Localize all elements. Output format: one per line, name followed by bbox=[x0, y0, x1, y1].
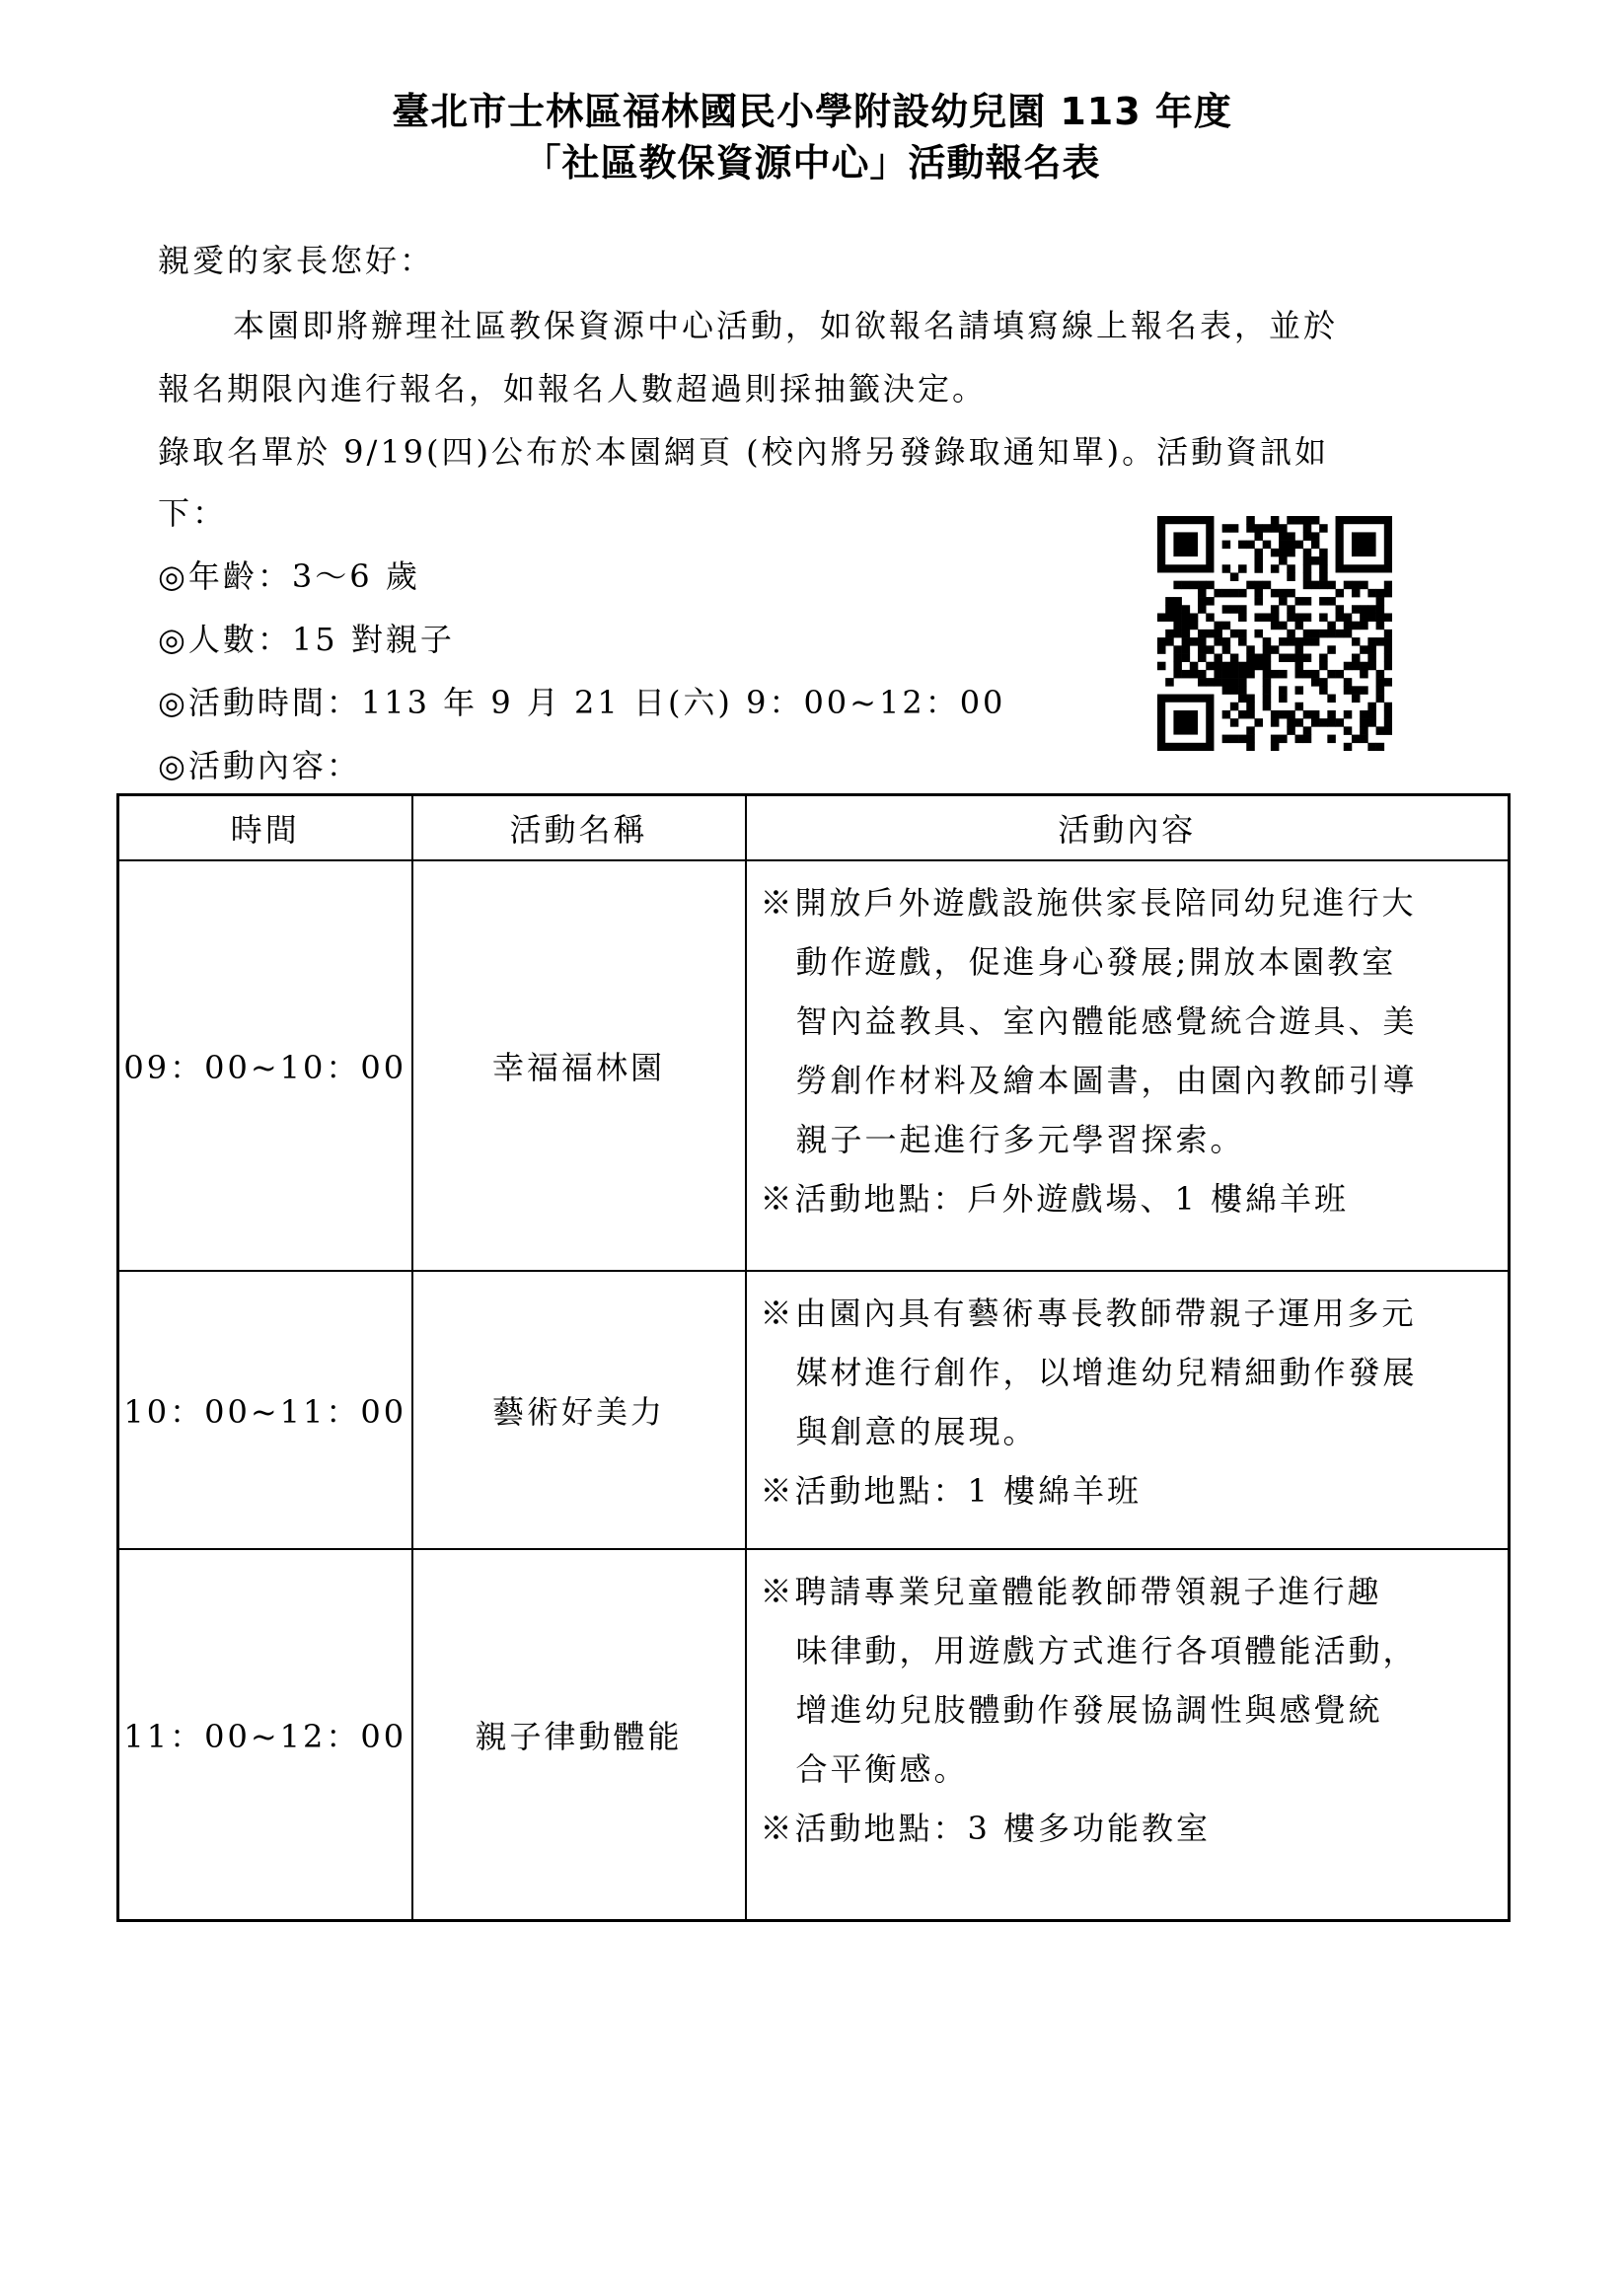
row-time: 09：00~10：00 bbox=[118, 860, 412, 1271]
content-line: ※由園內具有藝術專長教師帶親子運用多元 bbox=[760, 1295, 1417, 1332]
paragraph-1-line-2: 報名期限內進行報名，如報名人數超過則採抽籤決定。 bbox=[158, 370, 988, 407]
content-line: 與創意的展現。 bbox=[795, 1413, 1038, 1450]
content-line: 媒材進行創作，以增進幼兒精細動作發展 bbox=[795, 1354, 1418, 1391]
info-age: ◎年齡：3～6 歲 bbox=[158, 557, 420, 595]
info-activity-content-label: ◎活動內容： bbox=[158, 747, 361, 784]
content-location: ※活動地點：3 樓多功能教室 bbox=[760, 1810, 1212, 1847]
row-activity-content bbox=[746, 860, 1510, 1271]
row-activity-name: 幸福福林園 bbox=[412, 860, 746, 1271]
content-location: ※活動地點：戶外遊戲場、1 樓綿羊班 bbox=[760, 1180, 1350, 1218]
paragraph-1-line-1: 本園即將辦理社區教保資源中心活動，如欲報名請填寫線上報名表，並於 bbox=[233, 307, 1339, 344]
row-activity-name: 親子律動體能 bbox=[412, 1549, 746, 1921]
paragraph-2-line-2: 下： bbox=[158, 494, 228, 532]
row-time: 10：00~11：00 bbox=[118, 1271, 412, 1549]
table-row bbox=[118, 860, 1510, 1271]
content-line: 合平衡感。 bbox=[795, 1750, 969, 1788]
greeting: 親愛的家長您好： bbox=[158, 242, 435, 279]
table-row bbox=[118, 1271, 1510, 1549]
row-activity-content bbox=[746, 1271, 1510, 1549]
info-participant-count: ◎人數：15 對親子 bbox=[158, 621, 455, 658]
activity-schedule-table bbox=[116, 793, 1511, 1922]
table-row bbox=[118, 1549, 1510, 1921]
content-line: 增進幼兒肢體動作發展協調性與感覺統 bbox=[795, 1691, 1383, 1729]
content-location: ※活動地點：1 樓綿羊班 bbox=[760, 1472, 1143, 1510]
qr-code-icon[interactable] bbox=[1157, 516, 1392, 751]
row-time: 11：00~12：00 bbox=[118, 1549, 412, 1921]
document-title: 臺北市士林區福林國民小學附設幼兒園 113 年度 bbox=[392, 90, 1232, 133]
row-activity-content bbox=[746, 1549, 1510, 1921]
content-line: 動作遊戲，促進身心發展;開放本園教室 bbox=[795, 943, 1397, 981]
content-line: 智內益教具、室內體能感覺統合遊具、美 bbox=[795, 1002, 1418, 1040]
content-line: ※聘請專業兒童體能教師帶領親子進行趣 bbox=[760, 1573, 1382, 1610]
header-activity-name: 活動名稱 bbox=[412, 795, 746, 861]
row-activity-name: 藝術好美力 bbox=[412, 1271, 746, 1549]
header-time: 時間 bbox=[118, 795, 412, 861]
content-line: 親子一起進行多元學習探索。 bbox=[795, 1121, 1245, 1158]
paragraph-2-line-1: 錄取名單於 9/19(四)公布於本園網頁 (校內將另發錄取通知單)。活動資訊如 bbox=[158, 433, 1330, 471]
content-line: ※開放戶外遊戲設施供家長陪同幼兒進行大 bbox=[760, 884, 1417, 922]
document-subtitle: 「社區教保資源中心」活動報名表 bbox=[523, 141, 1101, 185]
content-line: 勞創作材料及繪本圖書，由園內教師引導 bbox=[795, 1062, 1418, 1099]
table-header-row bbox=[118, 795, 1510, 861]
info-activity-time: ◎活動時間：113 年 9 月 21 日(六) 9：00~12：00 bbox=[158, 684, 1006, 721]
header-activity-content: 活動內容 bbox=[746, 795, 1510, 861]
content-line: 味律動，用遊戲方式進行各項體能活動， bbox=[795, 1632, 1418, 1669]
